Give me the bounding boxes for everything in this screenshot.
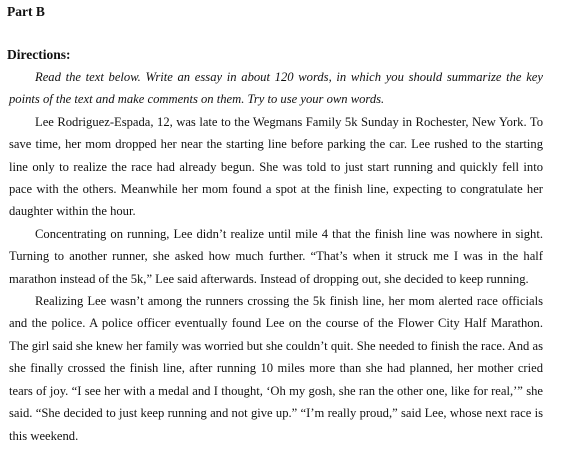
passage-paragraph-3: Realizing Lee wasn’t among the runners crossing the 5k finish line, her mom alerted race officials and the police. A police officer eventually found Lee on the course of the Flower City Half Marathon. The girl said she knew her family was worried but she couldn’t quit. She needed to finish the race. And as she finally crossed the finish line, after running 10 miles more than she had planned, her mother cried tears of joy. “I see her with a medal and I thought, ‘Oh my gosh, she ran the other one, like for real,’” she said. “She decided to just keep running and not give up.” “I’m really proud,” said Lee, whose next race is this weekend.: [9, 294, 543, 443]
body-text: [9, 66, 543, 447]
part-title: Part B: [7, 4, 45, 19]
directions-text: Read the text below. Write an essay in about 120 words, in which you should summarize the key points of the text and make comments on them. Try to use your own words.: [9, 70, 543, 107]
passage-paragraph-2: Concentrating on running, Lee didn’t realize until mile 4 that the finish line was nowhere in sight. Turning to another runner, she asked how much further. “That’s when it struck me I was in the half marathon instead of the 5k,” Lee said afterwards. Instead of dropping out, she decided to keep running.: [9, 226, 543, 286]
directions-heading: Directions:: [7, 47, 71, 62]
passage-paragraph-1: Lee Rodriguez-Espada, 12, was late to the Wegmans Family 5k Sunday in Rochester, New York. To save time, her mom dropped her near the starting line before parking the car. Lee rushed to the starting line only to realize the race had already begun. She was told to just start running and quickly fell into pace with the others. Meanwhile her mom found a spot at the finish line, expecting to congratulate her daughter within the hour.: [9, 114, 543, 219]
